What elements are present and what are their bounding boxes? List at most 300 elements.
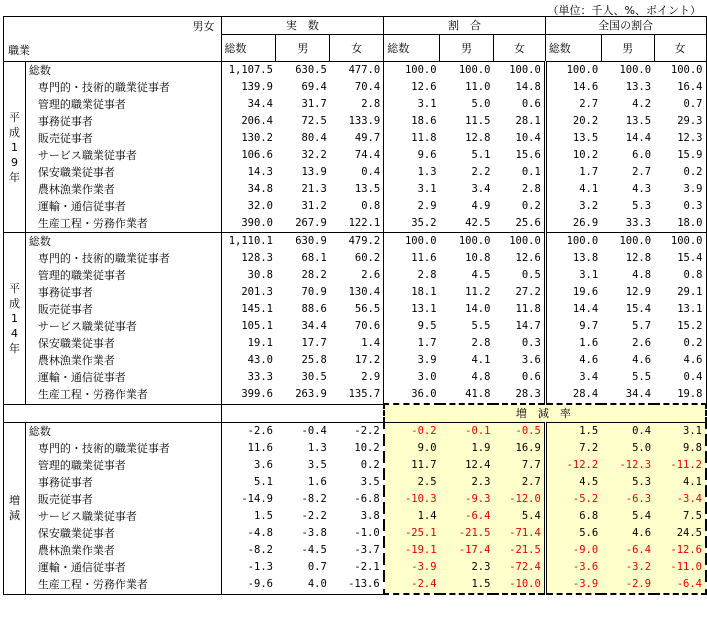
value-cell: 49.7 <box>330 130 384 147</box>
value-cell: 88.6 <box>301 303 327 315</box>
value-cell: 70.6 <box>330 318 384 335</box>
value-cell: 2.8 <box>417 269 437 281</box>
table-row <box>4 474 707 491</box>
value-cell: 2.9 <box>417 200 437 212</box>
value-cell: 4.8 <box>471 371 491 383</box>
occupation-label: 専門的・技術的職業従事者 <box>25 250 221 267</box>
occupation-label: 生産工程・労務作業者 <box>25 386 221 404</box>
value-cell: 56.5 <box>330 301 384 318</box>
value-cell: 477.0 <box>330 62 384 80</box>
value-cell: 14.6 <box>572 81 599 93</box>
value-cell: 0.2 <box>493 198 545 215</box>
value-cell: 6.0 <box>632 149 652 161</box>
value-cell: -3.9 <box>545 576 601 594</box>
value-cell: 13.1 <box>654 301 706 318</box>
value-cell: -3.4 <box>654 491 706 508</box>
value-cell: -13.6 <box>330 576 384 594</box>
value-cell: 14.3 <box>247 166 273 178</box>
value-cell: 0.4 <box>330 164 384 181</box>
value-cell: -2.4 <box>384 576 440 594</box>
value-cell: 4.2 <box>632 98 652 110</box>
col-header-male: 男 <box>276 35 330 62</box>
value-cell: -72.4 <box>493 559 545 576</box>
value-cell: 35.2 <box>384 215 440 233</box>
value-cell: -4.8 <box>247 527 273 539</box>
occupation-label: 保安職業従事者 <box>25 164 221 181</box>
era-char: 4 <box>10 326 18 340</box>
value-cell: 4.0 <box>276 576 330 594</box>
era-char: 減 <box>8 509 20 523</box>
value-cell: 100.0 <box>601 62 654 80</box>
value-cell: 6.8 <box>545 508 601 525</box>
value-cell: 1.3 <box>417 166 437 178</box>
table-row <box>4 233 707 251</box>
occupation-label: 農林漁業作業者 <box>25 542 221 559</box>
value-cell: -12.0 <box>493 491 545 508</box>
value-cell: -6.4 <box>654 576 706 594</box>
value-cell: 2.7 <box>632 166 652 178</box>
value-cell: 399.6 <box>221 386 276 404</box>
value-cell: 11.7 <box>384 457 440 474</box>
value-cell: 34.8 <box>247 183 273 195</box>
occupation-label: 農林漁業作業者 <box>25 181 221 198</box>
value-cell: 0.2 <box>654 335 706 352</box>
value-cell: 11.8 <box>411 132 437 144</box>
value-cell: 5.5 <box>471 320 491 332</box>
table-row <box>4 559 707 576</box>
occupation-label: 保安職業従事者 <box>25 335 221 352</box>
value-cell: 32.2 <box>301 149 327 161</box>
value-cell: 30.5 <box>301 371 327 383</box>
value-cell: 12.6 <box>493 250 545 267</box>
value-cell: 130.2 <box>241 132 273 144</box>
table-row <box>4 130 707 147</box>
corner-bottom-label: 職業 <box>8 44 30 57</box>
value-cell: -10.3 <box>384 491 440 508</box>
value-cell: 3.9 <box>417 354 437 366</box>
value-cell: 29.1 <box>654 284 706 301</box>
table-row <box>4 79 707 96</box>
value-cell: 9.7 <box>579 320 599 332</box>
value-cell: -3.8 <box>301 527 327 539</box>
value-cell: 100.0 <box>654 233 706 251</box>
value-cell: 18.1 <box>411 286 437 298</box>
value-cell: 11.6 <box>411 252 437 264</box>
value-cell: 11.6 <box>247 442 273 454</box>
value-cell: -2.2 <box>301 510 327 522</box>
value-cell: 0.5 <box>493 267 545 284</box>
value-cell: 3.5 <box>307 459 327 471</box>
value-cell: 74.4 <box>330 147 384 164</box>
occupation-label: サービス職業従事者 <box>25 508 221 525</box>
table-row <box>4 113 707 130</box>
group-header-national: 全国の割合 <box>545 17 706 35</box>
value-cell: -0.1 <box>440 423 494 441</box>
occupation-label: 事務従事者 <box>25 284 221 301</box>
value-cell: -0.5 <box>493 423 545 441</box>
value-cell: 26.9 <box>545 215 601 233</box>
occupation-label: 運輸・通信従事者 <box>25 369 221 386</box>
value-cell: 14.0 <box>465 303 491 315</box>
value-cell: 4.6 <box>632 354 652 366</box>
col-header-male: 男 <box>440 35 494 62</box>
table-row <box>4 267 707 284</box>
value-cell: -8.2 <box>247 544 273 556</box>
value-cell: 29.3 <box>654 113 706 130</box>
occupation-label: 販売従事者 <box>25 301 221 318</box>
occupation-label: 管理的職業従事者 <box>25 457 221 474</box>
value-cell: 12.9 <box>625 286 652 298</box>
value-cell: 5.3 <box>601 474 654 491</box>
value-cell: 33.3 <box>601 215 654 233</box>
value-cell: 4.1 <box>579 183 599 195</box>
value-cell: -25.1 <box>384 525 440 542</box>
value-cell: 25.6 <box>493 215 545 233</box>
value-cell: 30.8 <box>247 269 273 281</box>
value-cell: 3.6 <box>254 459 273 471</box>
value-cell: 3.1 <box>579 269 599 281</box>
table-row <box>4 440 707 457</box>
value-cell: 80.4 <box>301 132 327 144</box>
value-cell: 21.3 <box>301 183 327 195</box>
value-cell: 3.1 <box>417 183 437 195</box>
group-header-share: 割 合 <box>384 17 546 35</box>
value-cell: -0.2 <box>384 423 440 441</box>
value-cell: -12.2 <box>545 457 601 474</box>
value-cell: 1.3 <box>307 442 327 454</box>
value-cell: 1.6 <box>579 337 599 349</box>
value-cell: 0.7 <box>654 96 706 113</box>
value-cell: 206.4 <box>241 115 273 127</box>
table-row <box>4 423 707 441</box>
value-cell: 4.5 <box>471 269 491 281</box>
occupation-label: サービス職業従事者 <box>25 147 221 164</box>
value-cell: 390.0 <box>221 215 276 233</box>
value-cell: 18.0 <box>654 215 706 233</box>
value-cell: 1.5 <box>545 423 601 441</box>
value-cell: 36.0 <box>384 386 440 404</box>
value-cell: -2.2 <box>330 423 384 441</box>
value-cell: 31.7 <box>301 98 327 110</box>
value-cell: -1.3 <box>247 561 273 573</box>
value-cell: -6.3 <box>601 491 654 508</box>
value-cell: 12.3 <box>654 130 706 147</box>
value-cell: 14.4 <box>625 132 652 144</box>
value-cell: 100.0 <box>545 62 601 80</box>
value-cell: 60.2 <box>330 250 384 267</box>
value-cell: 100.0 <box>384 62 440 80</box>
value-cell: 32.0 <box>247 200 273 212</box>
value-cell: 34.4 <box>247 98 273 110</box>
value-cell: 69.4 <box>301 81 327 93</box>
value-cell: 13.8 <box>572 252 599 264</box>
value-cell: 16.9 <box>493 440 545 457</box>
era-char: 増 <box>8 494 20 508</box>
table-row <box>4 369 707 386</box>
occupation-label: 運輸・通信従事者 <box>25 198 221 215</box>
occupation-label: 事務従事者 <box>25 113 221 130</box>
occupation-label: 運輸・通信従事者 <box>25 559 221 576</box>
table-row <box>4 181 707 198</box>
value-cell: -9.6 <box>221 576 276 594</box>
value-cell: 3.6 <box>493 352 545 369</box>
value-cell: -21.5 <box>440 525 494 542</box>
value-cell: 4.6 <box>601 525 654 542</box>
occupation-label: 総数 <box>25 423 221 441</box>
era-label <box>4 62 26 233</box>
value-cell: 3.2 <box>579 200 599 212</box>
value-cell: -14.9 <box>241 493 273 505</box>
table-row <box>4 96 707 113</box>
value-cell: 0.1 <box>493 164 545 181</box>
value-cell: 1.5 <box>254 510 273 522</box>
value-cell: 16.4 <box>654 79 706 96</box>
value-cell: -2.1 <box>330 559 384 576</box>
table-row <box>4 576 707 594</box>
value-cell: 3.1 <box>654 423 706 441</box>
occupation-table <box>3 16 707 595</box>
value-cell: 130.4 <box>330 284 384 301</box>
value-cell: -12.6 <box>654 542 706 559</box>
value-cell: 5.0 <box>471 98 491 110</box>
value-cell: 479.2 <box>330 233 384 251</box>
value-cell: 12.8 <box>625 252 652 264</box>
col-header-male: 男 <box>601 35 654 62</box>
value-cell: -10.0 <box>493 576 545 594</box>
value-cell: 11.5 <box>465 115 491 127</box>
value-cell: 128.3 <box>241 252 273 264</box>
table-row <box>4 491 707 508</box>
value-cell: 10.2 <box>330 440 384 457</box>
value-cell: -2.9 <box>601 576 654 594</box>
value-cell: 4.1 <box>654 474 706 491</box>
value-cell: -8.2 <box>301 493 327 505</box>
table-row <box>4 542 707 559</box>
table-row <box>4 386 707 404</box>
table-row <box>4 215 707 233</box>
value-cell: 1.9 <box>440 440 494 457</box>
change-rate-label: 増 減 率 <box>384 404 706 423</box>
value-cell: 2.6 <box>632 337 652 349</box>
table-row <box>4 250 707 267</box>
era-char: 年 <box>8 170 20 184</box>
occupation-label: 販売従事者 <box>25 491 221 508</box>
table-row <box>4 62 707 80</box>
value-cell: 1.4 <box>384 508 440 525</box>
value-cell: -0.4 <box>276 423 330 441</box>
value-cell: -3.9 <box>384 559 440 576</box>
value-cell: 1.7 <box>417 337 437 349</box>
value-cell: 12.6 <box>411 81 437 93</box>
value-cell: -2.6 <box>221 423 276 441</box>
value-cell: 14.4 <box>572 303 599 315</box>
value-cell: 13.5 <box>330 181 384 198</box>
occupation-label: 専門的・技術的職業従事者 <box>25 440 221 457</box>
value-cell: 5.4 <box>493 508 545 525</box>
value-cell: 1.6 <box>307 476 327 488</box>
value-cell: -6.4 <box>601 542 654 559</box>
value-cell: 13.5 <box>572 132 599 144</box>
value-cell: 201.3 <box>241 286 273 298</box>
value-cell: 42.5 <box>440 215 494 233</box>
value-cell: 1.7 <box>579 166 599 178</box>
value-cell: 18.6 <box>411 115 437 127</box>
table-row <box>4 198 707 215</box>
value-cell: -1.0 <box>330 525 384 542</box>
value-cell: 15.6 <box>493 147 545 164</box>
value-cell: 2.8 <box>471 337 491 349</box>
value-cell: 10.4 <box>493 130 545 147</box>
occupation-label: サービス職業従事者 <box>25 318 221 335</box>
value-cell: 19.1 <box>247 337 273 349</box>
value-cell: 100.0 <box>654 62 706 80</box>
value-cell: 13.9 <box>301 166 327 178</box>
spacer-cell <box>4 404 222 423</box>
value-cell: 4.1 <box>471 354 491 366</box>
table-row <box>4 335 707 352</box>
value-cell: 2.5 <box>384 474 440 491</box>
value-cell: 5.4 <box>601 508 654 525</box>
table-row <box>4 318 707 335</box>
value-cell: -71.4 <box>493 525 545 542</box>
era-label <box>4 423 26 595</box>
value-cell: 31.2 <box>301 200 327 212</box>
value-cell: 5.1 <box>471 149 491 161</box>
value-cell: 19.8 <box>654 386 706 404</box>
value-cell: 267.9 <box>276 215 330 233</box>
value-cell: 1.4 <box>330 335 384 352</box>
occupation-label: 管理的職業従事者 <box>25 96 221 113</box>
value-cell: 4.6 <box>579 354 599 366</box>
value-cell: 19.6 <box>572 286 599 298</box>
value-cell: 1,110.1 <box>221 233 276 251</box>
value-cell: 100.0 <box>601 233 654 251</box>
value-cell: 0.4 <box>601 423 654 441</box>
value-cell: -21.5 <box>493 542 545 559</box>
table-row <box>4 525 707 542</box>
corner-top-label: 男女 <box>192 20 215 33</box>
value-cell: -6.8 <box>330 491 384 508</box>
occupation-label: 農林漁業作業者 <box>25 352 221 369</box>
value-cell: -19.1 <box>384 542 440 559</box>
value-cell: 2.3 <box>440 474 494 491</box>
value-cell: 70.4 <box>330 79 384 96</box>
value-cell: 17.7 <box>301 337 327 349</box>
value-cell: 1,107.5 <box>221 62 276 80</box>
value-cell: -12.3 <box>601 457 654 474</box>
value-cell: 9.6 <box>417 149 437 161</box>
unit-note: （単位：千人、%、ポイント） <box>547 4 701 17</box>
era-char: 成 <box>8 125 20 139</box>
value-cell: -9.0 <box>545 542 601 559</box>
col-header-female: 女 <box>330 35 384 62</box>
value-cell: -3.2 <box>601 559 654 576</box>
value-cell: 15.4 <box>625 303 652 315</box>
value-cell: 100.0 <box>545 233 601 251</box>
col-header-total: 総数 <box>221 35 276 62</box>
value-cell: 0.2 <box>330 457 384 474</box>
value-cell: -11.2 <box>654 457 706 474</box>
value-cell: 139.9 <box>241 81 273 93</box>
value-cell: 15.4 <box>654 250 706 267</box>
value-cell: 100.0 <box>493 233 545 251</box>
col-header-total: 総数 <box>545 35 601 62</box>
value-cell: 11.8 <box>493 301 545 318</box>
value-cell: 4.8 <box>632 269 652 281</box>
value-cell: 72.5 <box>301 115 327 127</box>
value-cell: 0.7 <box>307 561 327 573</box>
value-cell: 5.1 <box>254 476 273 488</box>
value-cell: -4.5 <box>301 544 327 556</box>
value-cell: 20.2 <box>572 115 599 127</box>
value-cell: -6.4 <box>440 508 494 525</box>
value-cell: 5.6 <box>545 525 601 542</box>
value-cell: 13.1 <box>411 303 437 315</box>
value-cell: 28.1 <box>493 113 545 130</box>
value-cell: 145.1 <box>241 303 273 315</box>
value-cell: 263.9 <box>276 386 330 404</box>
value-cell: -17.4 <box>440 542 494 559</box>
value-cell: 0.2 <box>654 164 706 181</box>
table-row <box>4 147 707 164</box>
value-cell: 70.9 <box>301 286 327 298</box>
occupation-label: 専門的・技術的職業従事者 <box>25 79 221 96</box>
value-cell: 3.1 <box>417 98 437 110</box>
value-cell: 3.8 <box>330 508 384 525</box>
value-cell: -11.0 <box>654 559 706 576</box>
value-cell: 9.0 <box>384 440 440 457</box>
occupation-label: 事務従事者 <box>25 474 221 491</box>
value-cell: 9.8 <box>654 440 706 457</box>
value-cell: 4.5 <box>545 474 601 491</box>
occupation-label: 総数 <box>25 233 221 251</box>
value-cell: 0.3 <box>493 335 545 352</box>
value-cell: 28.2 <box>301 269 327 281</box>
occupation-label: 生産工程・労務作業者 <box>25 576 221 594</box>
value-cell: 4.9 <box>471 200 491 212</box>
value-cell: 7.2 <box>545 440 601 457</box>
value-cell: 0.8 <box>654 267 706 284</box>
value-cell: 10.2 <box>572 149 599 161</box>
value-cell: 13.5 <box>625 115 652 127</box>
value-cell: 0.6 <box>493 369 545 386</box>
value-cell: 0.3 <box>654 198 706 215</box>
value-cell: 3.5 <box>330 474 384 491</box>
value-cell: 5.0 <box>601 440 654 457</box>
value-cell: 2.3 <box>440 559 494 576</box>
value-cell: 34.4 <box>601 386 654 404</box>
value-cell: -9.3 <box>440 491 494 508</box>
value-cell: 135.7 <box>330 386 384 404</box>
value-cell: 15.2 <box>654 318 706 335</box>
value-cell: 28.3 <box>493 386 545 404</box>
value-cell: 4.6 <box>654 352 706 369</box>
value-cell: 14.8 <box>493 79 545 96</box>
spacer-cell <box>221 404 384 423</box>
value-cell: 7.5 <box>654 508 706 525</box>
value-cell: 68.1 <box>301 252 327 264</box>
value-cell: 5.3 <box>632 200 652 212</box>
value-cell: 0.4 <box>654 369 706 386</box>
value-cell: 2.6 <box>330 267 384 284</box>
era-char: 1 <box>10 311 18 325</box>
value-cell: 25.8 <box>301 354 327 366</box>
value-cell: 17.2 <box>330 352 384 369</box>
value-cell: 34.4 <box>301 320 327 332</box>
value-cell: 33.3 <box>247 371 273 383</box>
value-cell: 630.5 <box>276 62 330 80</box>
value-cell: 3.0 <box>417 371 437 383</box>
